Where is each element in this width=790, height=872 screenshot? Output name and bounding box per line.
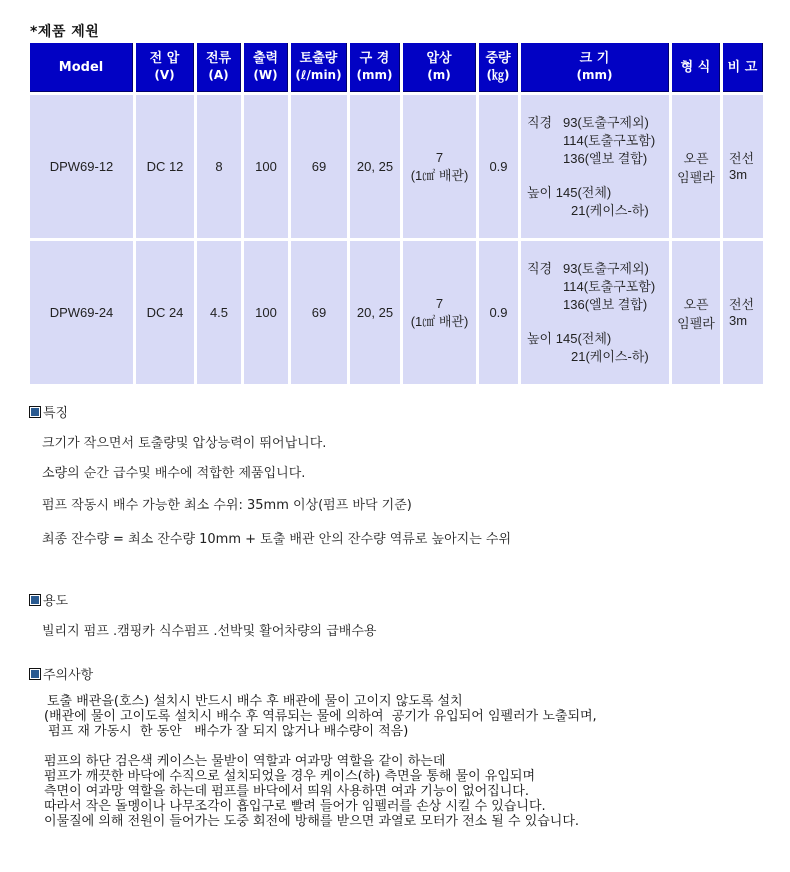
feature-item: 펌프 작동시 배수 가능한 최소 수위: 35mm 이상(펌프 바닥 기준) [42,498,412,513]
header-current: 전류 (A) [197,43,241,92]
caution-line: 펌프의 하단 검은색 케이스는 물받이 역할과 여과망 역할을 같이 하는데 [44,754,446,769]
header-type: 형 식 [672,43,720,92]
cell-weight: 0.9 [479,95,518,238]
usage-heading: 용도 [29,590,68,609]
cell-note: 전선 3m [723,95,763,238]
cell-type: 오픈 임펠라 [672,95,720,238]
cell-note: 전선 3m [723,241,763,384]
square-bullet-icon [29,594,41,606]
cell-head: 7 (1㎠ 배관) [403,95,476,238]
cell-current: 4.5 [197,241,241,384]
cell-model: DPW69-24 [30,241,133,384]
header-size: 크 기 (mm) [521,43,669,92]
caution-line: 측면이 여과망 역할을 하는데 펌프를 바닥에서 띄워 사용하면 여과 기능이 없어집니다. [44,784,529,799]
caution-line: 펌프 재 가동시 한 동안 배수가 잘 되지 않거나 배수량이 적음) [44,724,409,739]
cell-flow: 69 [291,241,347,384]
caution-line: 펌프가 깨끗한 바닥에 수직으로 설치되었을 경우 케이스(하) 측면을 통해 물이 유입되며 [44,769,535,784]
feature-item: 최종 잔수량 = 최소 잔수량 10mm + 토출 배관 안의 잔수량 역류로 높아지는 수위 [42,532,511,547]
caution-line: 토출 배관을(호스) 설치시 반드시 배수 후 배관에 물이 고이지 않도록 설치 [47,694,463,709]
cell-size: 직경 93(토출구제외) 114(토출구포함) 136(엘보 결합) 높이 145(전체) 21(케이스-하) [521,241,669,384]
cell-weight: 0.9 [479,241,518,384]
cell-bore: 20, 25 [350,95,400,238]
cell-current: 8 [197,95,241,238]
caution-line: 이물질에 의해 전원이 들어가는 도중 회전에 방해를 받으면 과열로 모터가 전소 될 수 있습니다. [44,814,580,829]
features-heading: 특징 [29,402,68,421]
header-power: 출력 (W) [244,43,288,92]
table-header-row [30,43,763,92]
caution-line: (배관에 물이 고이도록 설치시 배수 후 역류되는 물에 의하여 공기가 유입되어 임펠러가 노출되며, [44,709,597,724]
header-bore: 구 경 (mm) [350,43,400,92]
cell-power: 100 [244,241,288,384]
feature-item: 소량의 순간 급수및 배수에 적합한 제품입니다. [42,466,306,481]
feature-item: 크기가 작으면서 토출량및 압상능력이 뛰어납니다. [42,436,327,451]
cell-size: 직경 93(토출구제외) 114(토출구포함) 136(엘보 결합) 높이 145(전체) 21(케이스-하) [521,95,669,238]
header-flow: 토출량 (ℓ/min) [291,43,347,92]
cell-voltage: DC 12 [136,95,194,238]
header-note: 비 고 [723,43,763,92]
header-model: Model [30,43,133,92]
table-row [30,95,763,238]
spec-table [27,40,766,387]
cell-type: 오픈 임펠라 [672,241,720,384]
cautions-heading: 주의사항 [29,664,93,683]
cell-head: 7 (1㎠ 배관) [403,241,476,384]
cell-model: DPW69-12 [30,95,133,238]
square-bullet-icon [29,406,41,418]
cell-bore: 20, 25 [350,241,400,384]
header-weight: 중량 (㎏) [479,43,518,92]
header-head: 압상 (m) [403,43,476,92]
usage-text: 빌리지 펌프 .캠핑카 식수펌프 .선박및 활어차량의 급배수용 [42,624,377,639]
cell-power: 100 [244,95,288,238]
cell-flow: 69 [291,95,347,238]
cell-voltage: DC 24 [136,241,194,384]
section-title: *제품 제원 [30,24,100,40]
header-voltage: 전 압 (V) [136,43,194,92]
caution-line: 따라서 작은 돌멩이나 나무조각이 흡입구로 빨려 들어가 임펠러를 손상 시킬 수 있습니다. [44,799,546,814]
table-row [30,241,763,384]
square-bullet-icon [29,668,41,680]
